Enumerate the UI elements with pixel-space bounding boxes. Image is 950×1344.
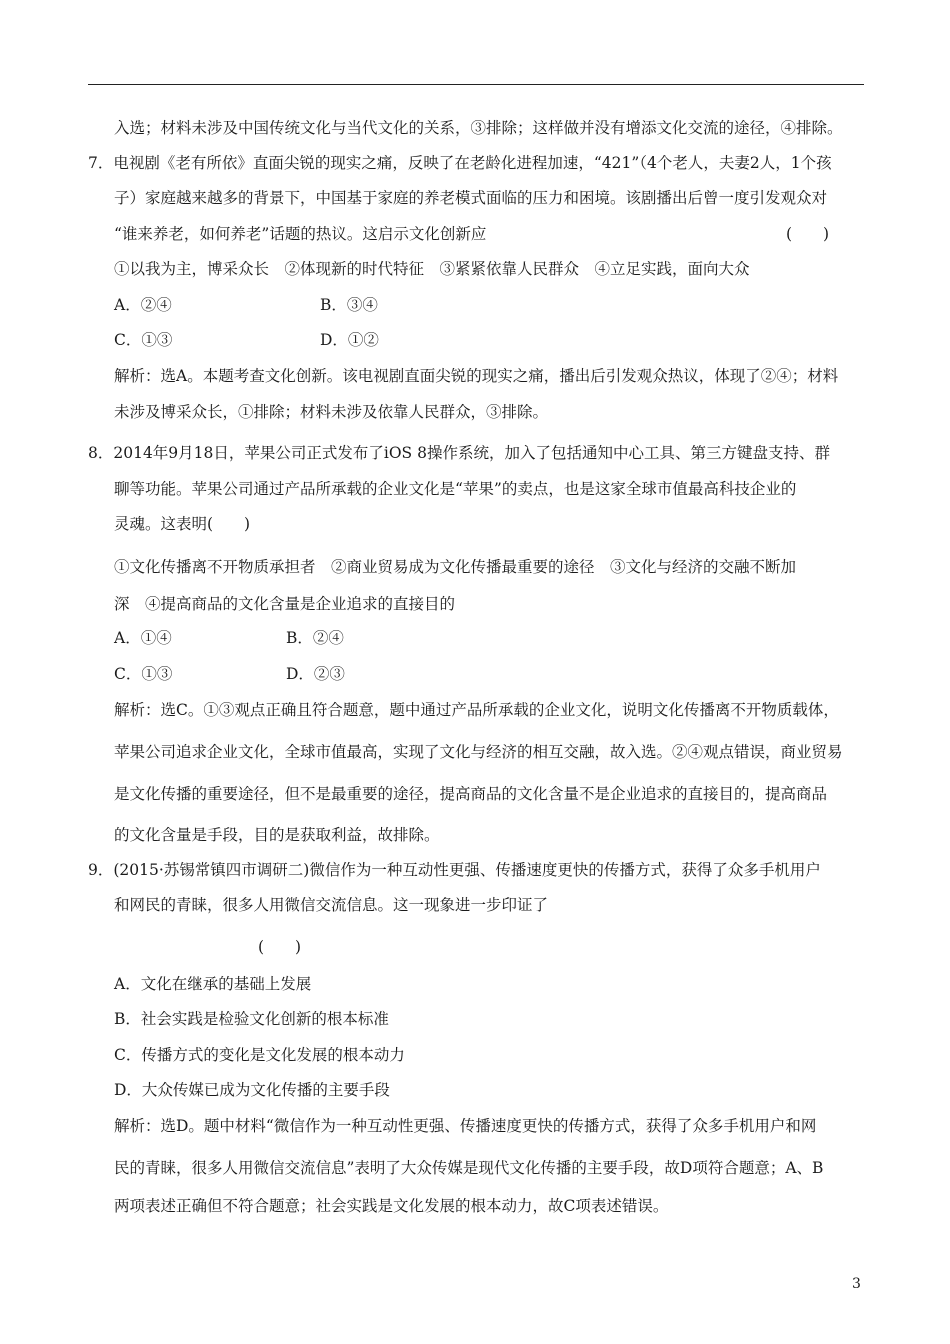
q9-analysis-line-3: 两项表述正确但不符合题意；社会实践是文化发展的根本动力，故C项表述错误。 — [114, 1197, 669, 1215]
q8-stem-line-3: 灵魂。这表明( ) — [114, 515, 251, 533]
q7-stem-line-3: “谁来养老，如何养老”话题的热议。这启示文化创新应 — [114, 225, 487, 243]
q9-stem-line-1: 9．(2015·苏锡常镇四市调研二)微信作为一种互动性更强、传播速度更快的传播方式，获得了众多手机用户 — [88, 861, 821, 879]
q9-answer-bracket: ( ) — [258, 938, 302, 956]
q7-statements: ①以我为主，博采众长 ②体现新的时代特征 ③紧紧依靠人民群众 ④立足实践，面向大众 — [114, 260, 750, 278]
q9-option-d: D．大众传媒已成为文化传播的主要手段 — [114, 1081, 390, 1099]
q8-option-c: C．①③ — [114, 665, 173, 683]
q8-option-d: D．②③ — [286, 665, 345, 683]
header-rule — [88, 84, 864, 85]
q7-answer-bracket: ( ) — [786, 225, 830, 243]
q8-statements-line-2: 深 ④提高商品的文化含量是企业追求的直接目的 — [114, 595, 456, 613]
intro-line: 入选；材料未涉及中国传统文化与当代文化的关系，③排除；这样做并没有增添文化交流的途径，④排除。 — [114, 119, 843, 137]
q9-analysis-line-2: 民的青睐，很多人用微信交流信息”表明了大众传媒是现代文化传播的主要手段，故D项符合题意；A、B — [114, 1159, 824, 1177]
q7-option-d: D．①② — [320, 331, 379, 349]
q7-option-c: C．①③ — [114, 331, 173, 349]
q7-stem-line-1: 7．电视剧《老有所依》直面尖锐的现实之痛，反映了在老龄化进程加速，“421”（4个老人，夫妻2人，1个孩 — [88, 154, 832, 172]
q8-option-b: B．②④ — [286, 629, 344, 647]
q8-statements-line-1: ①文化传播离不开物质承担者 ②商业贸易成为文化传播最重要的途径 ③文化与经济的交融不断加 — [114, 558, 797, 576]
q7-analysis-line-1: 解析：选A。本题考查文化创新。该电视剧直面尖锐的现实之痛，播出后引发观众热议，体现了②④；材料 — [114, 367, 839, 385]
page-number: 3 — [852, 1276, 861, 1292]
q8-analysis-line-1: 解析：选C。①③观点正确且符合题意，题中通过产品所承载的企业文化，说明文化传播离不开物质载体， — [114, 701, 839, 719]
q9-option-b: B．社会实践是检验文化创新的根本标准 — [114, 1010, 389, 1028]
q9-option-c: C．传播方式的变化是文化发展的根本动力 — [114, 1046, 405, 1064]
q7-option-b: B．③④ — [320, 296, 378, 314]
q8-analysis-line-3: 是文化传播的重要途径，但不是最重要的途径，提高商品的文化含量不是企业追求的直接目的，提高商品 — [114, 785, 828, 803]
q8-analysis-line-2: 苹果公司追求企业文化，全球市值最高，实现了文化与经济的相互交融，故入选。②④观点错误，商业贸易 — [114, 743, 843, 761]
q9-option-a: A．文化在继承的基础上发展 — [114, 975, 312, 993]
q9-analysis-line-1: 解析：选D。题中材料“微信作为一种互动性更强、传播速度更快的传播方式，获得了众多手机用户和网 — [114, 1117, 817, 1135]
q8-stem-line-1: 8．2014年9月18日，苹果公司正式发布了iOS 8操作系统，加入了包括通知中心工具、第三方键盘支持、群 — [88, 444, 830, 462]
q8-stem-line-2: 聊等功能。苹果公司通过产品所承载的企业文化是“苹果”的卖点，也是这家全球市值最高科技企业的 — [114, 480, 797, 498]
q7-stem-line-2: 子）家庭越来越多的背景下，中国基于家庭的养老模式面临的压力和困境。该剧播出后曾一度引发观众对 — [114, 189, 828, 207]
q7-option-a: A．②④ — [114, 296, 172, 314]
q7-analysis-line-2: 未涉及博采众长，①排除；材料未涉及依靠人民群众，③排除。 — [114, 403, 549, 421]
q8-option-a: A．①④ — [114, 629, 172, 647]
q9-stem-line-2: 和网民的青睐，很多人用微信交流信息。这一现象进一步印证了 — [114, 896, 549, 914]
q8-analysis-line-4: 的文化含量是手段，目的是获取利益，故排除。 — [114, 826, 440, 844]
